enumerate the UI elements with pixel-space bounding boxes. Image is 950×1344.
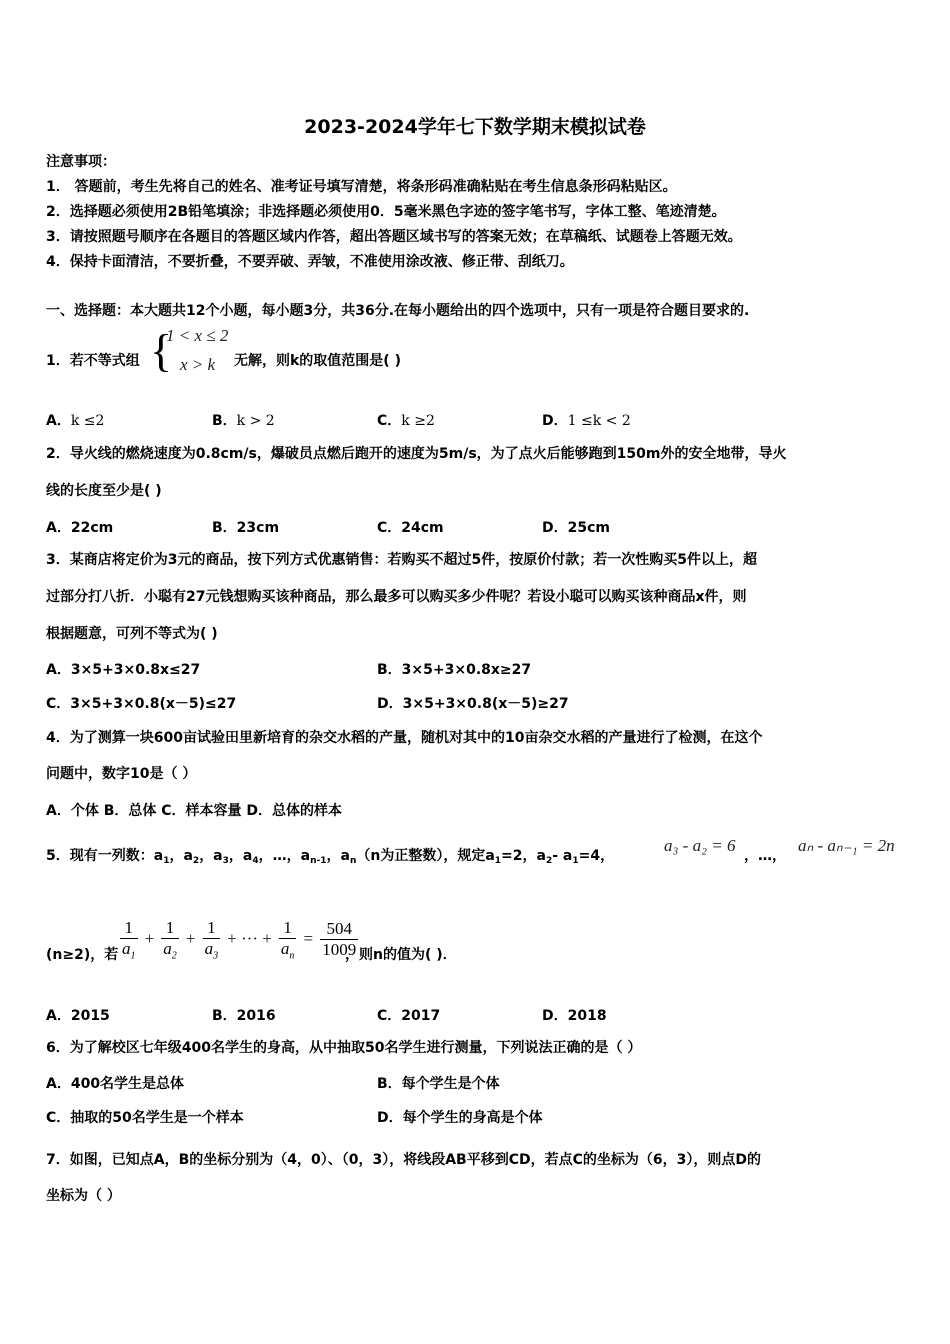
notice-item-2: 2．选择题必须使用2B铅笔填涂；非选择题必须使用0．5毫米黑色字迹的签字笔书写，字体工整、笔迹清楚。 (46, 204, 726, 220)
q5-ask: ，则n的值为( )． (345, 947, 457, 963)
q2-option-d: D．25cm (542, 520, 610, 536)
notice-item-3: 3．请按照题号顺序在各题目的答题区域内作答，超出答题区域书写的答案无效；在草稿纸、试题卷上答题无效。 (46, 229, 742, 245)
notice-heading: 注意事项： (46, 154, 116, 170)
q2-option-b: B．23cm (212, 520, 280, 536)
q3-line1: 3．某商店将定价为3元的商品，按下列方式优惠销售：若购买不超过5件，按原价付款；若一次性购买5件以上，超 (46, 552, 757, 568)
q2-option-c: C．24cm (377, 520, 444, 536)
q5-option-b: B．2016 (212, 1008, 276, 1024)
q5-option-d: D．2018 (542, 1008, 607, 1024)
q5-eq-separator: ，…， (744, 848, 786, 864)
q3-line2: 过部分打八折．小聪有27元钱想购买该种商品，那么最多可以购买多少件呢？若设小聪可以购买该种商品x件，则 (46, 589, 747, 605)
q5-eq-a3-a2: a₃ - a₂ = 6 (664, 836, 736, 855)
q1-prefix: 1．若不等式组 (46, 353, 140, 369)
q5-sum-expression: $\frac{1}{a_1}$ + $\frac{1}{a_2}$ + $\frac{1}{a_3}$ + ··· + $\frac{1}{a_n}$ = $\frac{504}{1009}$ (122, 918, 357, 962)
q1-option-d: D．1 ≤k < 2 (542, 413, 631, 429)
section-heading: 一、选择题：本大题共12个小题，每小题3分，共36分.在每小题给出的四个选项中，只有一项是符合题目要求的. (46, 303, 750, 319)
q5-condition: (n≥2)，若 (46, 947, 119, 963)
q5-frac-1: $\frac{1}{a_1}$ (122, 918, 136, 962)
notice-item-1: 1． 答题前，考生先将自己的姓名、准考证号填写清楚，将条形码准确粘贴在考生信息条形码粘贴区。 (46, 179, 677, 195)
q5-frac-2: $\frac{1}{a_2}$ (163, 918, 177, 962)
q3-option-d: D．3×5+3×0.8(x－5)≥27 (377, 696, 569, 712)
q5-eq-an: aₙ - aₙ₋₁ = 2n (798, 836, 895, 855)
q7-line1: 7．如图，已知点A，B的坐标分别为（4，0）、（0，3），将线段AB平移到CD，若点C的坐标为（6，3），则点D的 (46, 1152, 761, 1168)
q4-line1: 4．为了测算一块600亩试验田里新培育的杂交水稻的产量，随机对其中的10亩杂交水稻的产量进行了检测，在这个 (46, 730, 763, 746)
q5-statement: 5．现有一列数：$a_1$，$a_2$，$a_3$，$a_4$，…，$a_{n-1}$，$a_n(n$为正整数），规定$a_1=2$，$a_2-$ $a_1=4$， (46, 848, 615, 866)
q5-frac-3: $\frac{1}{a_3}$ (204, 918, 219, 962)
q2-option-a: A．22cm (46, 520, 114, 536)
q1-option-c: C．k ≥2 (377, 413, 435, 429)
q6-option-d: D．每个学生的身高是个体 (377, 1110, 543, 1126)
q5-frac-rhs: $\frac{504}{1009}$ (322, 919, 357, 960)
q6-line1: 6．为了解校区七年级400名学生的身高，从中抽取50名学生进行测量，下列说法正确的是（ ） (46, 1040, 642, 1056)
q1-ineq-line2: x > k (180, 355, 216, 374)
q6-option-c: C．抽取的50名学生是一个样本 (46, 1110, 244, 1126)
q1-brace: { (150, 325, 173, 376)
q1-ineq-line1: 1 < x ≤ 2 (166, 326, 229, 345)
notice-item-4: 4．保持卡面清洁，不要折叠，不要弄破、弄皱，不准使用涂改液、修正带、刮纸刀。 (46, 254, 574, 270)
q5-option-a: A．2015 (46, 1008, 110, 1024)
q2-line2: 线的长度至少是( ) (46, 483, 162, 499)
q3-option-b: B．3×5+3×0.8x≥27 (377, 662, 532, 678)
q7-line2: 坐标为（ ） (46, 1188, 121, 1204)
q2-line1: 2．导火线的燃烧速度为0.8cm/s，爆破员点燃后跑开的速度为5m/s，为了点火后能够跑到150m外的安全地带，导火 (46, 446, 787, 462)
q1-suffix: 无解，则k的取值范围是( ) (234, 353, 401, 369)
q1-option-b: B．k > 2 (212, 413, 275, 429)
page-title: 2023-2024学年七下数学期末模拟试卷 (304, 116, 646, 138)
q3-line3: 根据题意，可列不等式为( ) (46, 626, 218, 642)
q1-option-a: A．k ≤2 (46, 413, 105, 429)
q5-frac-n: $\frac{1}{a_n}$ (280, 918, 295, 962)
q3-option-c: C．3×5+3×0.8(x－5)≤27 (46, 696, 237, 712)
q3-option-a: A．3×5+3×0.8x≤27 (46, 662, 201, 678)
q5-option-c: C．2017 (377, 1008, 441, 1024)
q4-options: A．个体 B．总体 C．样本容量 D．总体的样本 (46, 803, 343, 819)
q6-option-b: B．每个学生是个体 (377, 1076, 500, 1092)
q6-option-a: A．400名学生是总体 (46, 1076, 185, 1092)
q4-line2: 问题中，数字10是（ ） (46, 766, 197, 782)
